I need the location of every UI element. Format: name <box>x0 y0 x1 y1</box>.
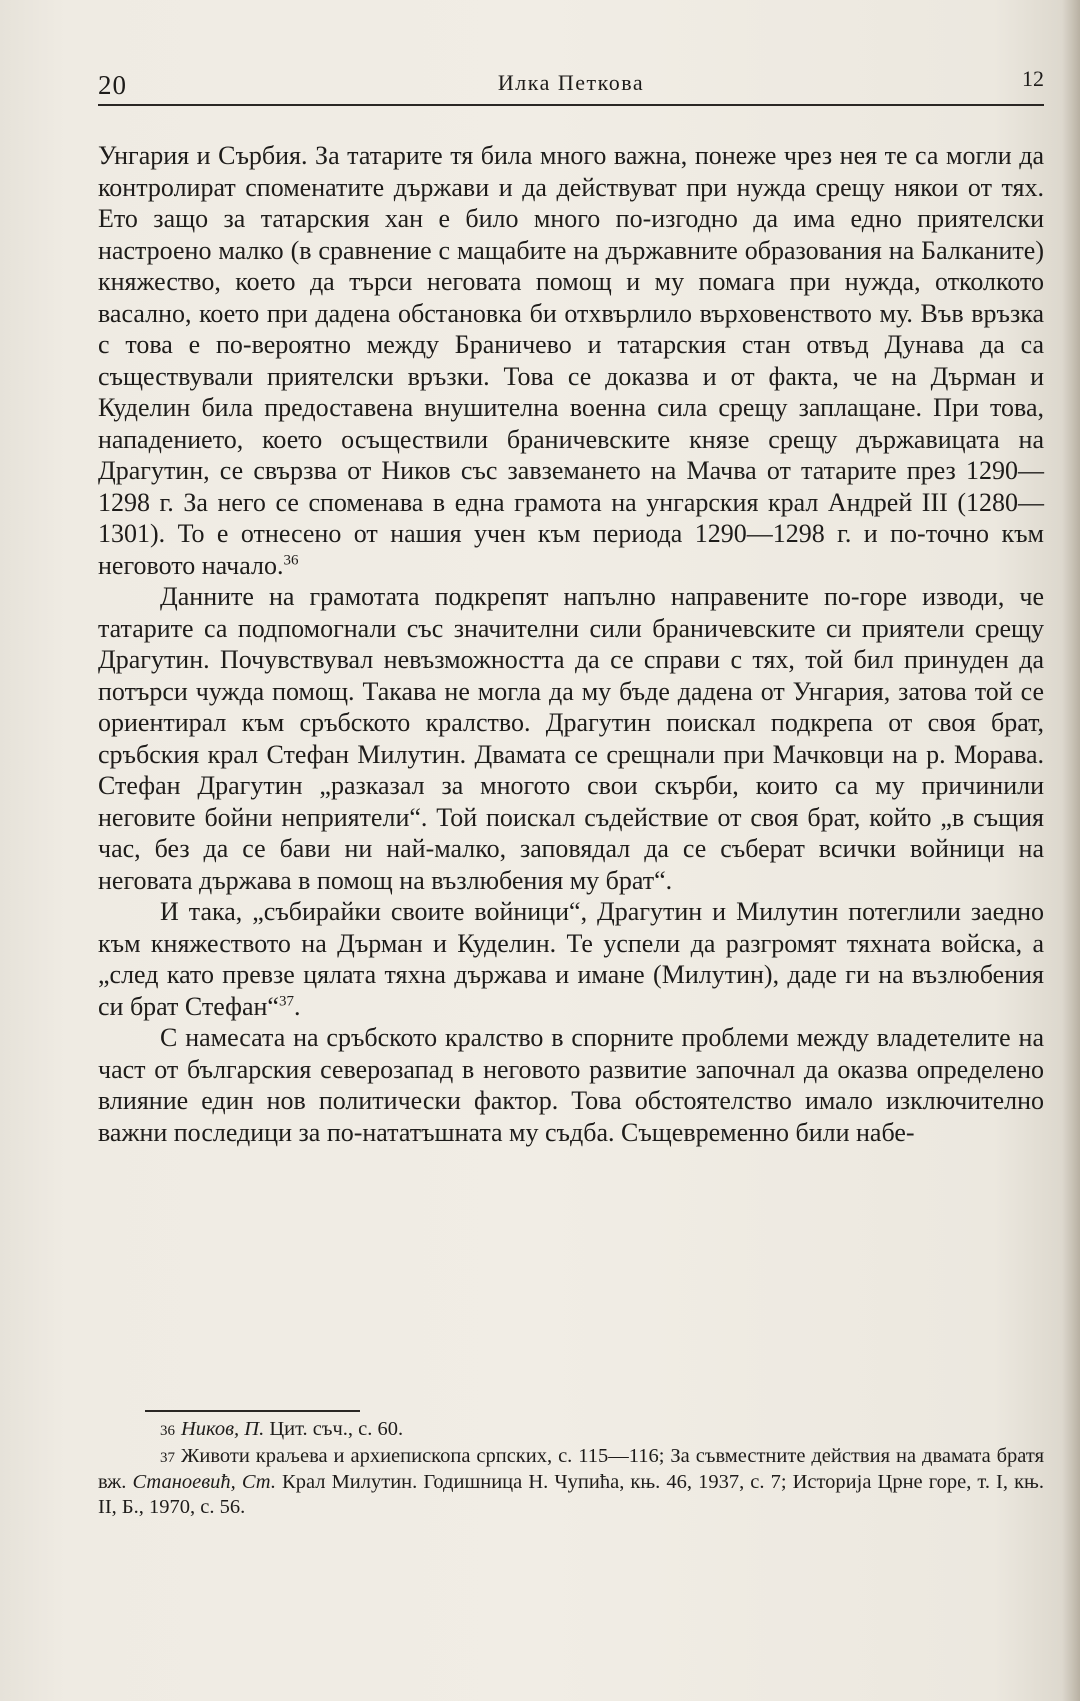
footnote-rule <box>145 1410 360 1412</box>
footnote-text: Животи краљева и архиепископа српских, с. 115—116; За съвместните действия на двамата братя вж. <box>98 1444 1044 1493</box>
footnotes <box>98 1417 1044 1519</box>
paragraph-3 <box>98 896 1044 1022</box>
paragraph-4: С намесата на сръбското кралство в спорните проблеми между владетелите на част от българския северозапад в неговото развитие започнал да оказва определено влияние един нов политически фактор. Това обстоятелство имало изключително важни последици за по-нататъшната му съдба. Същевременно били набе- <box>98 1023 1044 1147</box>
footnote-text: Крал Милутин. Годишница Н. Чупића, књ. 46, 1937, с. 7; Историја Црне горе, т. I, књ. II, Б., 1970, с. 56. <box>98 1471 1044 1518</box>
footnote-text: Цит. съч., с. 60. <box>264 1418 404 1440</box>
running-head-author: Илка Петкова <box>497 70 645 95</box>
footnote-ref-36[interactable]: 36 <box>283 551 299 568</box>
footnote-author: Станоевић, Ст. <box>132 1471 276 1493</box>
page-header <box>98 62 1044 106</box>
paragraph-2: Данните на грамотата подкрепят напълно направените по-горе изводи, че татарите са подпомогнали със значителни сили браничевските си приятели срещу Драгутин. Почувствувал невъзможността да се справи с тях, той бил принуден да потърси чужда помощ. Такава не могла да му бъде дадена от Унгария, затова той се ориентирал към сръбското кралство. Драгутин поискал подкрепа от своя брат, сръбския крал Стефан Милутин. Двамата се срещнали при Мачковци на р. Морава. Стефан Драгутин „разказал за многото свои скърби, които са му причинили неговите бойни неприятели“. Той поискал съдействие от своя брат, който „в същия час, без да се бави ни най-малко, заповядал да се съберат всички войници на неговата държава в помощ на възлюбения му брат“. <box>98 582 1044 895</box>
body-text <box>98 140 1044 1148</box>
footnote-36 <box>98 1417 1044 1444</box>
paragraph-1-text: Унгария и Сърбия. За татарите тя била много важна, понеже чрез нея те са могли да контролират споменатите държави и да действуват при нужда срещу някои от тях. Ето защо за татарския хан е било много по-изгодно да има едно приятелски настроено малко (в сравнение с мащабите на държавните образования на Балканите) княжество, което да търси неговата помощ и му помага при нужда, отколкото васално, което при дадена обстановка би отхвърлило върховенството му. Във връзка с това е по-вероятно между Браничево и татарския стан отвъд Дунава да са съществували приятелски връзки. Това се доказва и от факта, че на Дърман и Куделин била предоставена внушителна военна сила срещу заплащане. При това, нападението, което осъществили браничевските князе срещу държавицата на Драгутин, се свързва от Ников със завземането на Мачва от татарите през 1290—1298 г. За него се споменава в една грамота на унгарския крал Андрей III (1280—1301). То е отнесено от нашия учен към периода 1290—1298 г. и по-точно към неговото начало. <box>98 141 1044 580</box>
footnote-mark: 37 <box>160 1449 175 1466</box>
header-rule <box>98 104 1044 106</box>
footnote-mark: 36 <box>160 1423 175 1439</box>
footnote-author: Ников, П. <box>181 1418 265 1440</box>
paragraph-3-end: . <box>293 991 301 1021</box>
paragraph-1 <box>98 140 1044 581</box>
paragraph-3-text: И така, „събирайки своите войници“, Драгутин и Милутин потеглили заедно към княжеството на Дърман и Куделин. Те успели да разгромят тяхната войска, а „след като превзе цялата тяхна държава и имане (Милутин), даде ги на възлюбения си брат Стефан“ <box>98 897 1044 1021</box>
footnote-37 <box>98 1444 1044 1520</box>
section-number: 12 <box>1022 66 1044 91</box>
footnote-ref-37[interactable]: 37 <box>278 992 294 1009</box>
page-number: 20 <box>98 70 127 100</box>
page-edge-shadow <box>1062 0 1080 1701</box>
